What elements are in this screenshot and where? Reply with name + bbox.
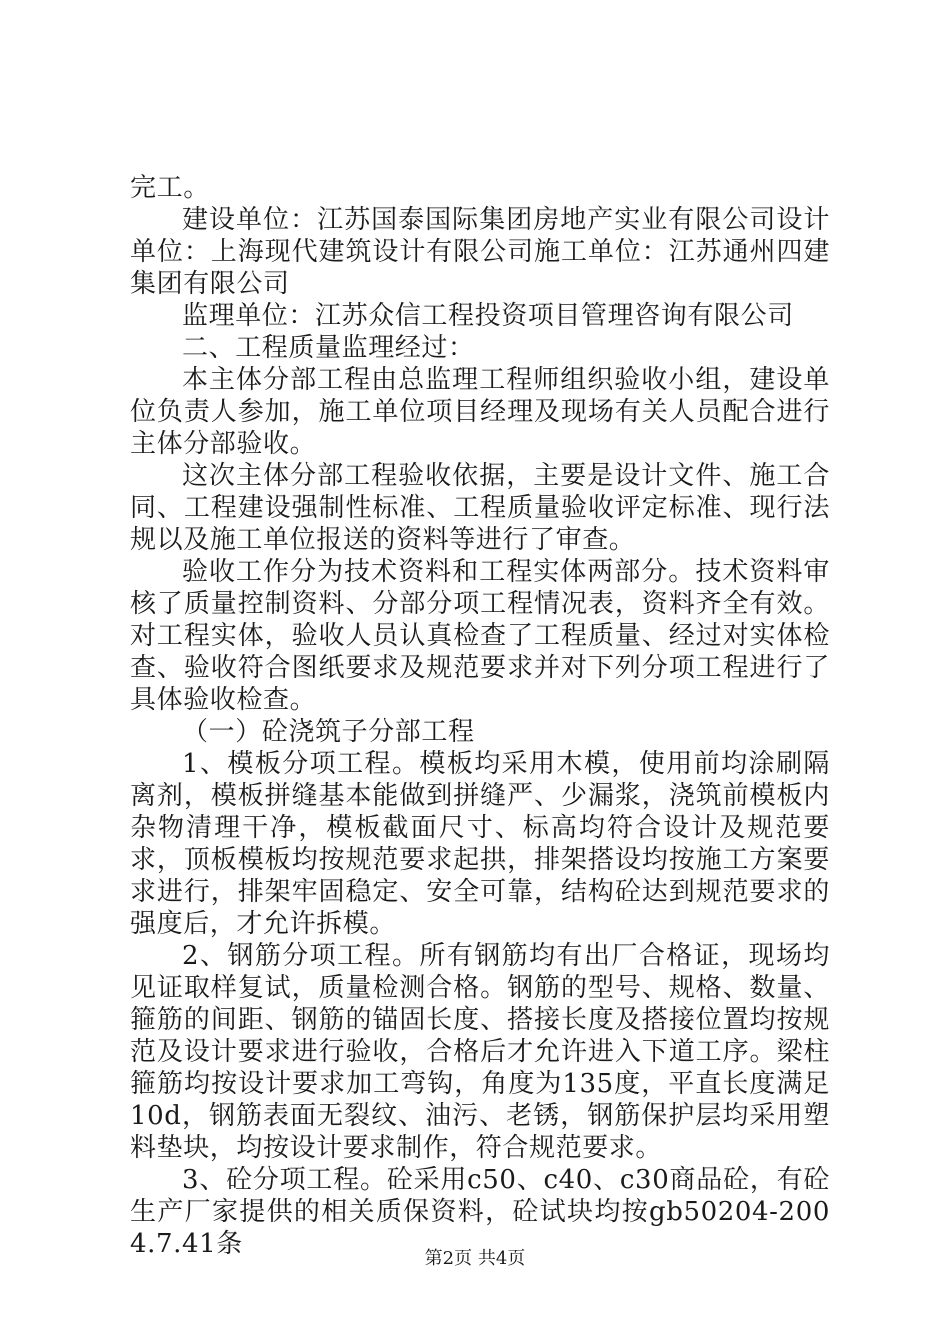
subsection-heading-concrete: （一）砼浇筑子分部工程 bbox=[182, 717, 475, 747]
paragraph-supervision-unit: 监理单位：江苏众信工程投资项目管理咨询有限公司 bbox=[182, 301, 794, 331]
paragraph-rebar: 2、钢筋分项工程。所有钢筋均有出厂合格证，现场均见证取样复试，质量检测合格。钢筋的型号、规格、数量、箍筋的间距、钢筋的锚固长度、搭接长度及搭接位置均按规范及设计要求进行验收，合格后才允许进入下道工序。梁柱箍筋均按设计要求加工弯钩，角度为135度，平直长度满足10d，钢筋表面无裂纹、油污、老锈，钢筋保护层均采用塑料垫块，均按设计要求制作，符合规范要求。 bbox=[130, 941, 830, 1163]
paragraph-completion: 完工。 bbox=[130, 173, 210, 203]
paragraph-concrete: 3、砼分项工程。砼采用c50、c40、c30商品砼，有砼生产厂家提供的相关质保资料，砼试块均按gb50204-2004.7.41条 bbox=[130, 1165, 830, 1259]
paragraph-acceptance-basis: 这次主体分部工程验收依据，主要是设计文件、施工合同、工程建设强制性标准、工程质量验收评定标准、现行法规以及施工单位报送的资料等进行了审查。 bbox=[130, 461, 830, 555]
page-footer: 第2页 共4页 bbox=[424, 1248, 526, 1269]
paragraph-units: 建设单位：江苏国泰国际集团房地产实业有限公司设计单位：上海现代建筑设计有限公司施工单位：江苏通州四建集团有限公司 bbox=[130, 205, 830, 299]
paragraph-acceptance-work: 验收工作分为技术资料和工程实体两部分。技术资料审核了质量控制资料、分部分项工程情况表，资料齐全有效。对工程实体，验收人员认真检查了工程质量、经过对实体检查、验收符合图纸要求及规范要求并对下列分项工程进行了具体验收检查。 bbox=[130, 557, 830, 715]
paragraph-acceptance-team: 本主体分部工程由总监理工程师组织验收小组，建设单位负责人参加，施工单位项目经理及现场有关人员配合进行主体分部验收。 bbox=[130, 365, 830, 459]
paragraph-formwork: 1、模板分项工程。模板均采用木模，使用前均涂刷隔离剂，模板拼缝基本能做到拼缝严、少漏浆，浇筑前模板内杂物清理干净，模板截面尺寸、标高均符合设计及规范要求，顶板模板均按规范要求起拱，排架搭设均按施工方案要求进行，排架牢固稳定、安全可靠，结构砼达到规范要求的强度后，才允许拆模。 bbox=[130, 749, 830, 939]
section-heading-quality-supervision: 二、工程质量监理经过： bbox=[182, 333, 475, 363]
document-body bbox=[130, 172, 830, 1260]
